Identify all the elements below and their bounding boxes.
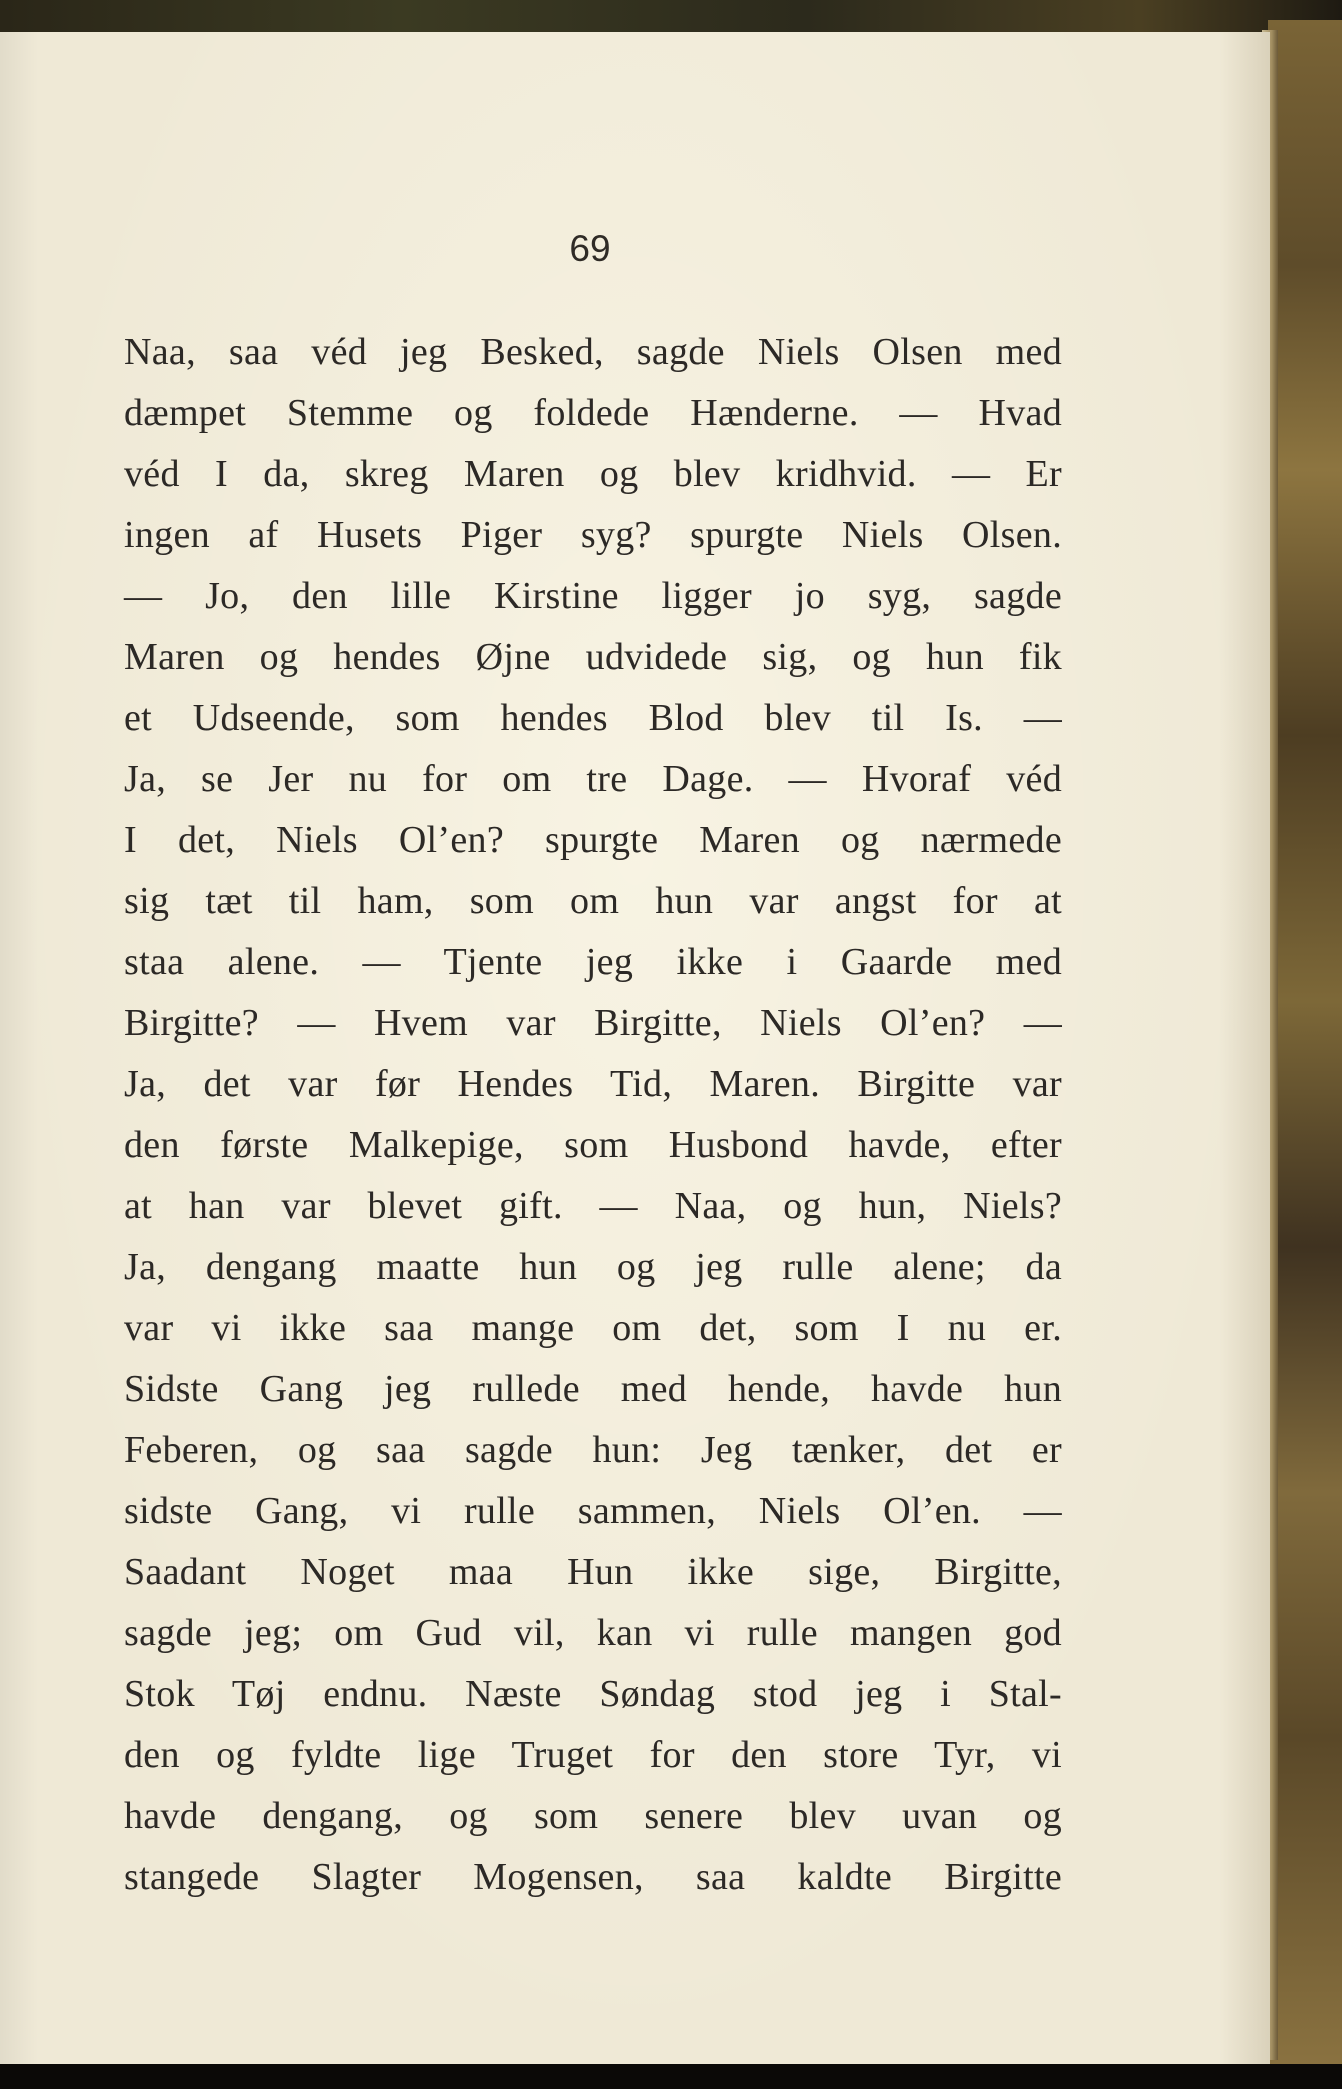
text-line: Naa, saa véd jeg Besked, sagde Niels Olsen med — [124, 331, 1062, 373]
text-line: véd I da, skreg Maren og blev kridhvid. — Er — [124, 453, 1062, 495]
text-line: Saadant Noget maa Hun ikke sige, Birgitte, — [124, 1551, 1062, 1593]
text-line: den og fyldte lige Truget for den store Tyr, vi — [124, 1734, 1062, 1776]
text-line: sidste Gang, vi rulle sammen, Niels Ol’en. — — [124, 1490, 1062, 1532]
text-line: sig tæt til ham, som om hun var angst for at — [124, 880, 1062, 922]
printed-page — [0, 32, 1270, 2067]
text-line: den første Malkepige, som Husbond havde, efter — [124, 1124, 1062, 1166]
text-line: at han var blevet gift. — Naa, og hun, Niels? — [124, 1185, 1062, 1227]
text-line: ingen af Husets Piger syg? spurgte Niels Olsen. — [124, 514, 1062, 556]
body-text — [124, 322, 1062, 1908]
text-line: — Jo, den lille Kirstine ligger jo syg, sagde — [124, 575, 1062, 617]
text-line: Stok Tøj endnu. Næste Søndag stod jeg i Stal- — [124, 1673, 1062, 1715]
book-spine — [1268, 20, 1342, 2065]
text-line: sagde jeg; om Gud vil, kan vi rulle mangen god — [124, 1612, 1062, 1654]
text-line: stangede Slagter Mogensen, saa kaldte Birgitte — [124, 1856, 1062, 1898]
book-bottom-edge — [0, 2064, 1342, 2089]
text-line: Birgitte? — Hvem var Birgitte, Niels Ol’en? — — [124, 1002, 1062, 1044]
page-number: 69 — [569, 228, 611, 269]
text-line: I det, Niels Ol’en? spurgte Maren og nærmede — [124, 819, 1062, 861]
text-line: Ja, det var før Hendes Tid, Maren. Birgitte var — [124, 1063, 1062, 1105]
text-line: Feberen, og saa sagde hun: Jeg tænker, det er — [124, 1429, 1062, 1471]
text-line: var vi ikke saa mange om det, som I nu er. — [124, 1307, 1062, 1349]
text-line: havde dengang, og som senere blev uvan og — [124, 1795, 1062, 1837]
text-line: Sidste Gang jeg rullede med hende, havde hun — [124, 1368, 1062, 1410]
text-line: et Udseende, som hendes Blod blev til Is. — — [124, 697, 1062, 739]
text-line: Ja, dengang maatte hun og jeg rulle alene; da — [124, 1246, 1062, 1288]
text-line: dæmpet Stemme og foldede Hænderne. — Hvad — [124, 392, 1062, 434]
text-line: Ja, se Jer nu for om tre Dage. — Hvoraf véd — [124, 758, 1062, 800]
text-line: Maren og hendes Øjne udvidede sig, og hun fik — [124, 636, 1062, 678]
text-line: staa alene. — Tjente jeg ikke i Gaarde med — [124, 941, 1062, 983]
